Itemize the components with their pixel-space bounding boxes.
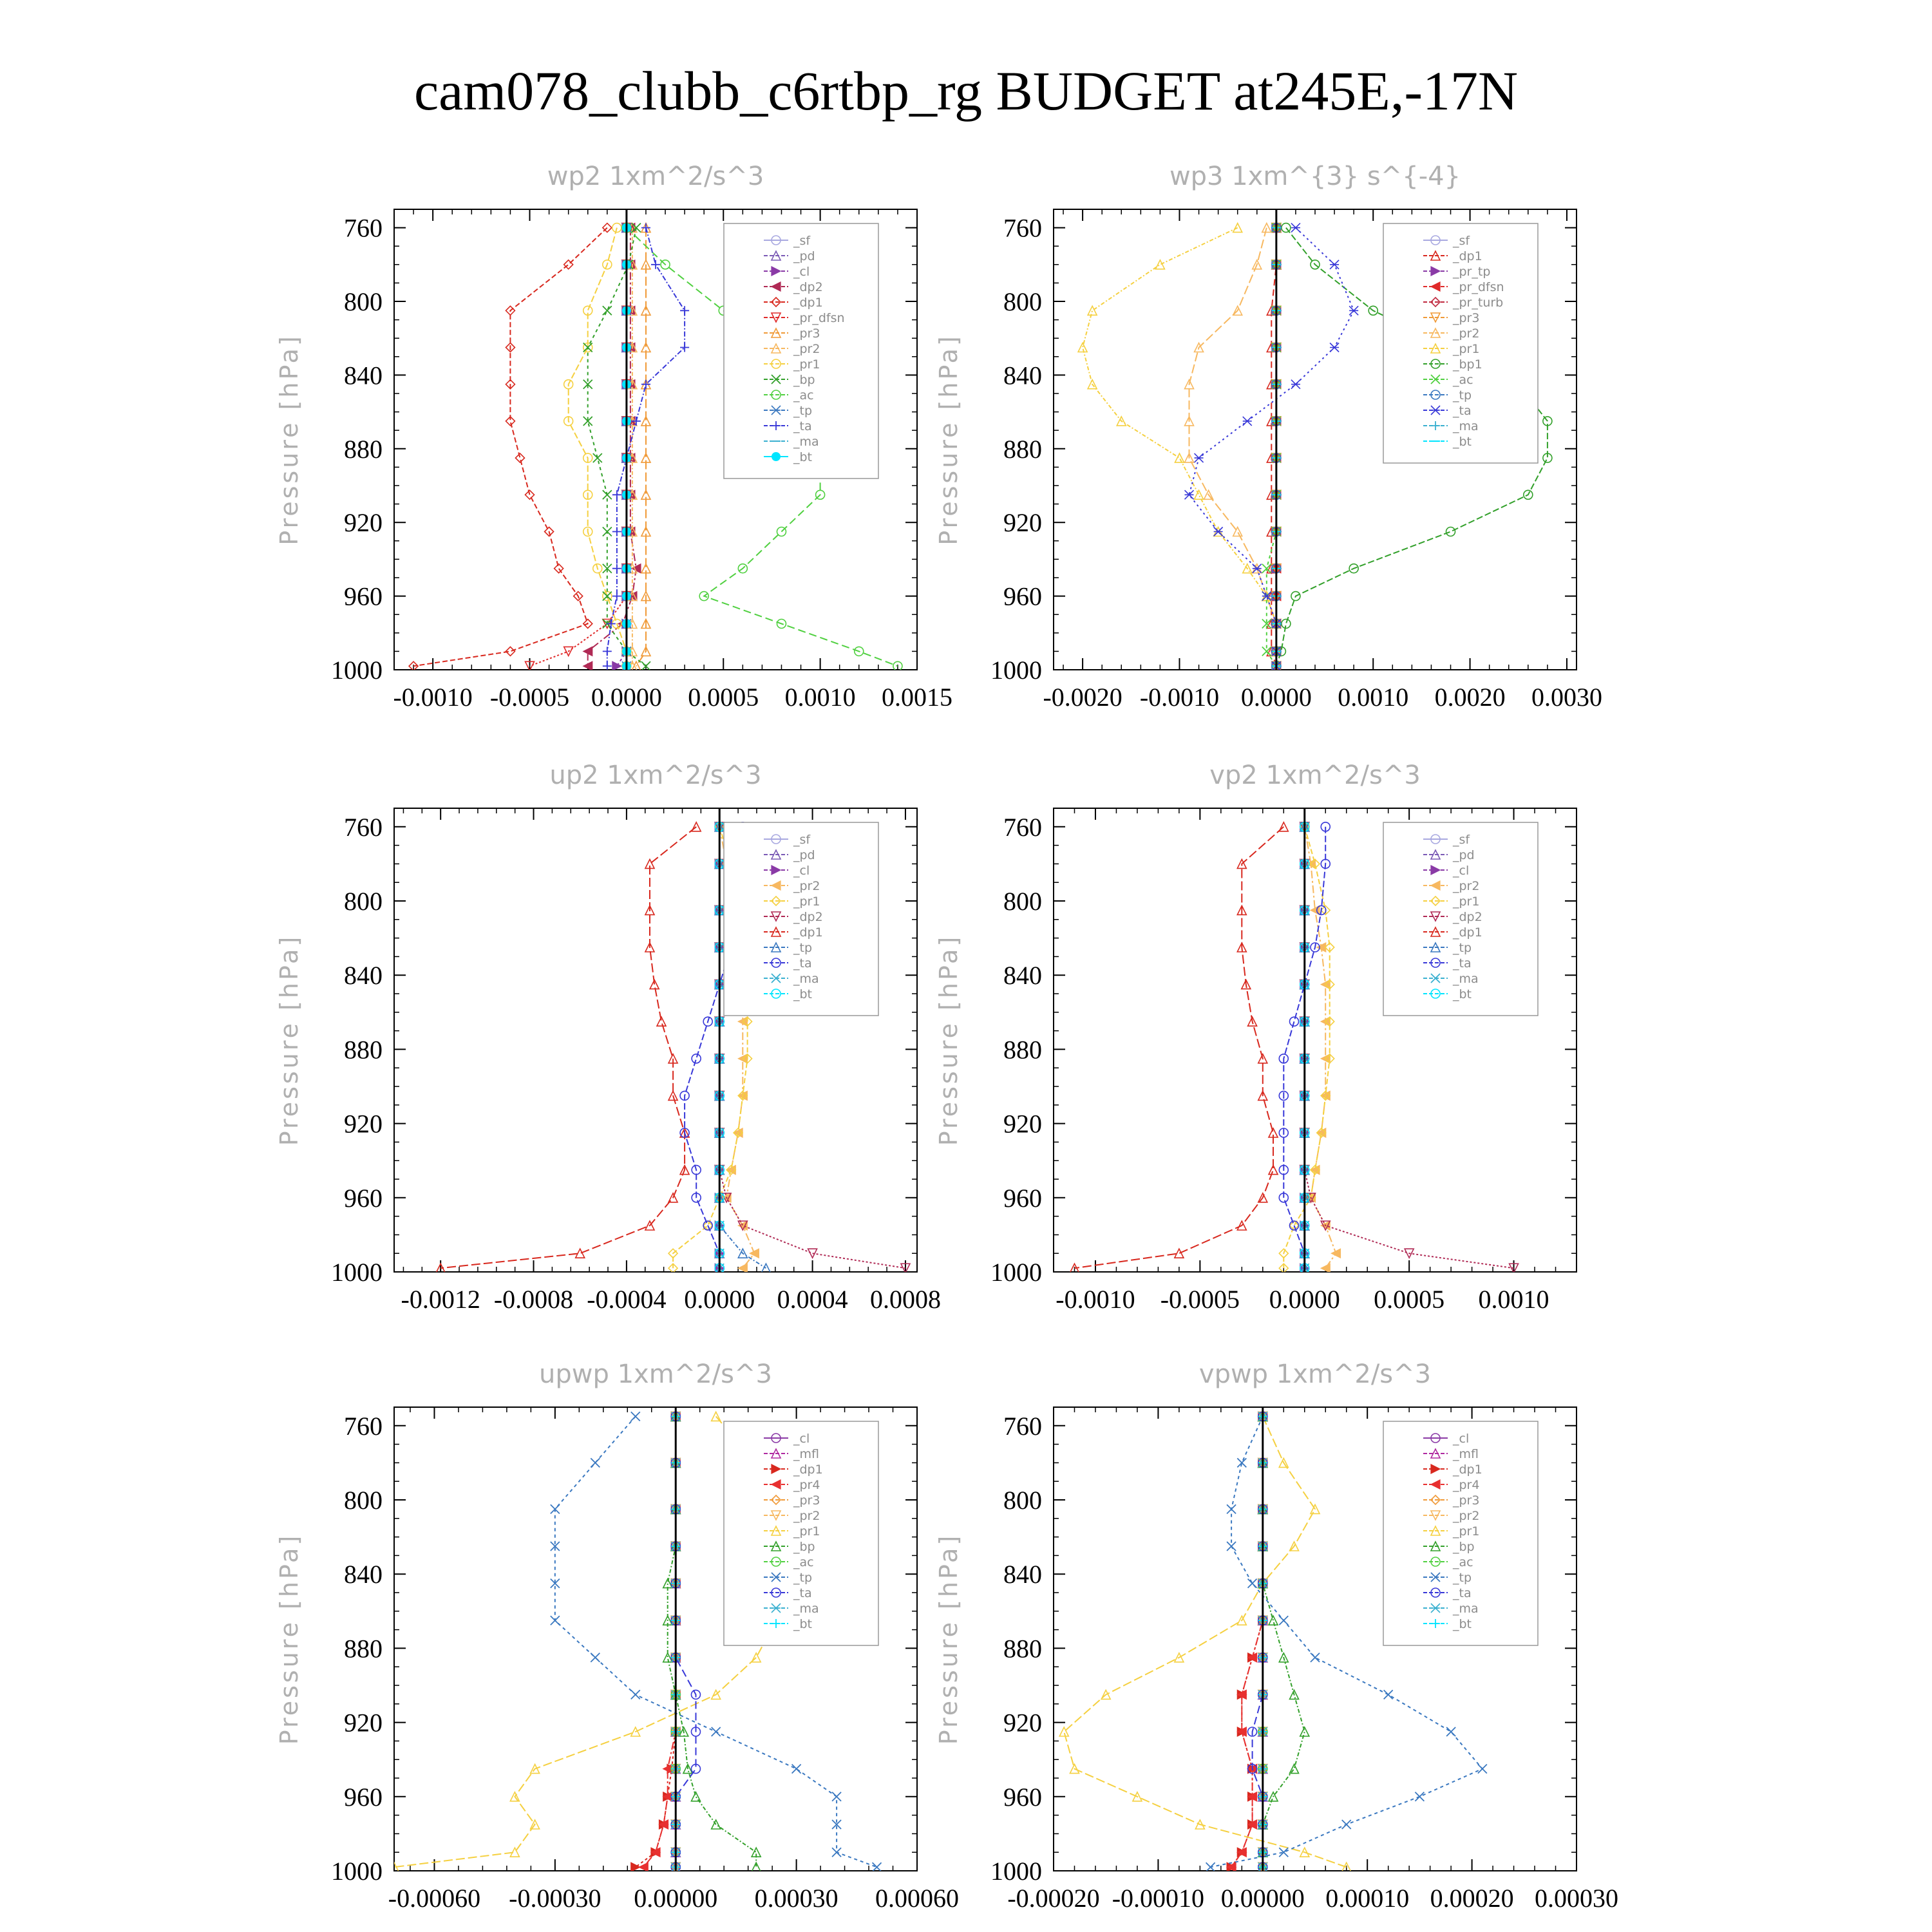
data-point: [612, 527, 621, 536]
data-point: [641, 223, 650, 232]
data-point: [1253, 564, 1262, 573]
y-tick-label: 840: [344, 961, 383, 990]
y-tick-label: 800: [1003, 287, 1042, 316]
legend-label: _pr2: [793, 342, 820, 356]
x-tick-label: 0.0005: [688, 683, 759, 712]
legend-label: _pr3: [1453, 311, 1480, 325]
data-point: [631, 1412, 640, 1421]
legend-label: _dp2: [793, 280, 823, 294]
data-point: [832, 1848, 841, 1857]
y-tick-label: 760: [1003, 1411, 1042, 1441]
x-tick-label: 0.00020: [1430, 1884, 1514, 1913]
y-tick-label: 840: [1003, 361, 1042, 390]
x-tick-label: -0.00010: [1112, 1884, 1205, 1913]
y-tick-label: 1000: [331, 656, 383, 685]
legend-label: _dp2: [1453, 910, 1482, 924]
legend: [724, 223, 878, 478]
x-tick-label: -0.00060: [388, 1884, 481, 1913]
series-dp1: [631, 1412, 680, 1871]
data-point: [1290, 1221, 1299, 1230]
y-axis-label: Pressure [hPa]: [934, 1533, 963, 1745]
legend-label: _ma: [1453, 419, 1479, 433]
series-bp: [1258, 1412, 1309, 1871]
data-point: [1195, 490, 1204, 499]
series-line: [1083, 228, 1276, 667]
legend-label: _ac: [1453, 373, 1473, 387]
series-pr4: [1227, 1412, 1267, 1871]
legend: [1383, 223, 1538, 463]
data-point: [1227, 1542, 1236, 1551]
x-tick-label: -0.0005: [1160, 1285, 1240, 1314]
x-tick-label: 0.0008: [869, 1285, 941, 1314]
chart-panel-3: [934, 761, 1577, 1314]
data-point: [1227, 1504, 1236, 1513]
y-tick-label: 1000: [990, 656, 1042, 685]
data-point: [1078, 343, 1087, 352]
legend-label: _bp: [1453, 1540, 1475, 1554]
data-point: [1311, 1653, 1320, 1662]
y-axis-label: Pressure [hPa]: [275, 334, 303, 545]
legend-label: _cl: [793, 265, 810, 279]
data-point: [792, 1765, 801, 1774]
legend-label: _dp1: [1453, 925, 1482, 940]
legend-marker: [772, 452, 781, 461]
series-line: [1231, 1416, 1263, 1867]
y-tick-label: 920: [344, 508, 383, 538]
legend-label: _dp1: [793, 296, 823, 310]
data-point: [692, 1054, 701, 1063]
x-tick-label: 0.0010: [1478, 1285, 1549, 1314]
chart-panel-4: [275, 1359, 959, 1913]
data-point: [808, 1249, 817, 1258]
panel-title: upwp 1xm^2/s^3: [539, 1359, 772, 1389]
legend-label: _pr_dfsn: [793, 311, 845, 325]
legend-label: _bt: [793, 987, 813, 1001]
y-tick-label: 1000: [990, 1857, 1042, 1886]
legend-label: _dp1: [793, 1463, 823, 1477]
legend-label: _pr1: [793, 895, 820, 909]
x-tick-label: 0.0010: [1338, 683, 1409, 712]
data-point: [1279, 1616, 1288, 1625]
legend-label: _pd: [793, 249, 815, 263]
x-tick-label: 0.00010: [1325, 1884, 1410, 1913]
legend-label: _bt: [1453, 987, 1472, 1001]
x-tick-label: -0.00020: [1007, 1884, 1100, 1913]
legend-label: _ac: [793, 388, 814, 402]
legend-label: _pr2: [1453, 879, 1480, 893]
legend-label: _pd: [1453, 848, 1475, 862]
x-tick-label: -0.0005: [489, 683, 570, 712]
y-tick-label: 800: [1003, 1486, 1042, 1515]
legend-label: _tp: [1453, 388, 1472, 402]
legend-label: _cl: [793, 1432, 810, 1446]
data-point: [1415, 1792, 1424, 1801]
x-tick-label: 0.0015: [882, 683, 952, 712]
x-tick-label: -0.0010: [393, 683, 473, 712]
data-point: [1446, 527, 1455, 536]
data-point: [1088, 306, 1097, 315]
y-axis-label: Pressure [hPa]: [934, 334, 963, 545]
series-pr1: [1059, 1412, 1350, 1871]
y-tick-label: 760: [344, 812, 383, 842]
data-point: [1233, 223, 1242, 232]
data-point: [1349, 306, 1358, 315]
data-point: [1262, 223, 1271, 232]
y-tick-label: 800: [344, 1486, 383, 1515]
x-tick-label: 0.0000: [1240, 683, 1312, 712]
legend-label: _pr_dfsn: [1453, 280, 1504, 294]
data-point: [712, 1727, 721, 1736]
y-tick-label: 960: [1003, 1782, 1042, 1812]
legend-label: _pr_tp: [1453, 265, 1491, 279]
legend-label: _cl: [793, 864, 810, 878]
data-point: [603, 647, 612, 656]
chart-panel-5: [934, 1359, 1618, 1913]
series-line: [1064, 1416, 1347, 1867]
data-point: [691, 1792, 700, 1801]
series-line: [440, 827, 696, 1268]
y-axis-label: Pressure [hPa]: [275, 934, 303, 1146]
legend-label: _tp: [793, 1571, 813, 1585]
data-point: [1243, 417, 1252, 426]
data-point: [651, 260, 660, 269]
data-point: [1331, 1249, 1340, 1258]
data-point: [1342, 1820, 1351, 1829]
panel-title: wp3 1xm^{3} s^{-4}: [1169, 162, 1461, 191]
data-point: [1290, 1017, 1299, 1026]
data-point: [680, 306, 689, 315]
legend-label: _pr1: [1453, 342, 1480, 356]
data-point: [1300, 1727, 1309, 1736]
y-tick-label: 840: [1003, 961, 1042, 990]
data-point: [1185, 490, 1194, 499]
legend-label: _tp: [1453, 1571, 1472, 1585]
y-tick-label: 920: [1003, 1708, 1042, 1738]
y-tick-label: 880: [344, 1035, 383, 1065]
legend-label: _ta: [1453, 1586, 1472, 1600]
x-tick-label: 0.00030: [754, 1884, 838, 1913]
x-tick-label: 0.0000: [591, 683, 662, 712]
data-point: [603, 490, 612, 499]
y-axis-label: Pressure [hPa]: [934, 934, 963, 1146]
legend-label: _pr4: [793, 1478, 820, 1492]
data-point: [1175, 453, 1184, 462]
legend-label: _pr3: [793, 327, 820, 341]
y-tick-label: 760: [344, 1411, 383, 1441]
y-tick-label: 880: [344, 434, 383, 464]
legend-label: _cl: [1453, 864, 1470, 878]
legend-label: _pr1: [793, 357, 820, 372]
x-tick-label: 0.0010: [784, 683, 856, 712]
legend-label: _cl: [1453, 1432, 1470, 1446]
legend-label: _ma: [1453, 972, 1479, 986]
series-dp1: [1070, 822, 1288, 1273]
data-point: [1248, 1579, 1257, 1588]
series-pr3: [632, 223, 650, 671]
y-tick-label: 760: [344, 213, 383, 243]
x-tick-label: -0.0010: [1056, 1285, 1135, 1314]
y-tick-label: 960: [1003, 582, 1042, 611]
y-tick-label: 960: [1003, 1183, 1042, 1213]
y-tick-label: 920: [1003, 1109, 1042, 1139]
panel-title: up2 1xm^2/s^3: [549, 761, 762, 790]
legend-label: _sf: [1453, 833, 1470, 847]
legend-label: _ac: [793, 1555, 814, 1569]
x-tick-label: 0.0004: [777, 1285, 848, 1314]
y-tick-label: 840: [344, 1560, 383, 1589]
y-tick-label: 1000: [331, 1258, 383, 1287]
x-tick-label: -0.0010: [1139, 683, 1220, 712]
x-tick-label: 0.0020: [1434, 683, 1506, 712]
data-point: [1262, 592, 1271, 601]
series-dp1: [436, 822, 701, 1273]
panel-title: vp2 1xm^2/s^3: [1209, 761, 1421, 790]
data-point: [1291, 223, 1300, 232]
y-tick-label: 1000: [331, 1857, 383, 1886]
series-line: [1075, 827, 1284, 1268]
legend-label: _mfl: [793, 1447, 819, 1461]
legend-label: _sf: [1453, 234, 1470, 248]
y-tick-label: 960: [344, 1782, 383, 1812]
data-point: [1330, 343, 1339, 352]
y-axis-label: Pressure [hPa]: [275, 1533, 303, 1745]
series-bp: [583, 223, 650, 671]
x-tick-label: 0.00000: [634, 1884, 718, 1913]
panel-title: wp2 1xm^2/s^3: [547, 162, 764, 191]
data-point: [1291, 380, 1300, 389]
y-tick-label: 920: [344, 1109, 383, 1139]
series-pr1: [564, 223, 631, 671]
series-pr4: [639, 1412, 680, 1871]
chart-panel-1: [934, 162, 1602, 712]
data-point: [515, 453, 524, 462]
y-tick-label: 800: [344, 287, 383, 316]
data-point: [612, 490, 621, 499]
data-point: [1330, 260, 1339, 269]
series-line: [1231, 1416, 1263, 1867]
legend-label: _dp2: [793, 910, 823, 924]
y-tick-label: 760: [1003, 812, 1042, 842]
series-dp1: [409, 223, 612, 671]
data-point: [551, 1504, 560, 1513]
y-tick-label: 880: [1003, 1634, 1042, 1663]
legend-label: _bp1: [1453, 357, 1482, 372]
panel-title: vpwp 1xm^2/s^3: [1198, 1359, 1432, 1389]
legend-label: _pd: [793, 848, 815, 862]
figure-title: cam078_clubb_c6rtbp_rg BUDGET at245E,-17N: [413, 60, 1519, 122]
legend-label: _ta: [1453, 404, 1472, 418]
data-point: [1214, 527, 1223, 536]
legend-label: _sf: [793, 833, 811, 847]
y-tick-label: 880: [1003, 434, 1042, 464]
data-point: [526, 490, 535, 499]
x-tick-label: -0.0012: [401, 1285, 480, 1314]
legend-label: _pr3: [1453, 1493, 1480, 1508]
x-tick-label: 0.0000: [684, 1285, 755, 1314]
legend-label: _ma: [793, 972, 819, 986]
legend-label: _ma: [1453, 1602, 1479, 1616]
legend-label: _bt: [1453, 435, 1472, 449]
legend-label: _pr1: [1453, 895, 1480, 909]
y-tick-label: 800: [1003, 887, 1042, 916]
legend-label: _pr4: [1453, 1478, 1480, 1492]
legend-label: _ta: [1453, 956, 1472, 971]
legend-label: _pr1: [793, 1524, 820, 1539]
legend-label: _tp: [1453, 941, 1472, 955]
legend-label: _bp: [793, 373, 815, 387]
data-point: [1269, 1616, 1278, 1625]
legend-label: _pr3: [793, 1493, 820, 1508]
series-ta: [1248, 1412, 1267, 1871]
y-tick-label: 880: [1003, 1035, 1042, 1065]
y-tick-label: 960: [344, 582, 383, 611]
data-point: [603, 592, 612, 601]
data-point: [1384, 1690, 1393, 1699]
legend-label: _sf: [793, 234, 811, 248]
legend-label: _pr1: [1453, 1524, 1480, 1539]
y-tick-label: 880: [344, 1634, 383, 1663]
y-tick-label: 1000: [990, 1258, 1042, 1287]
data-point: [554, 564, 564, 573]
data-point: [738, 1221, 747, 1230]
data-point: [631, 1690, 640, 1699]
legend-label: _bt: [793, 1617, 813, 1631]
legend-label: _dp1: [793, 925, 823, 940]
x-tick-label: 0.0005: [1374, 1285, 1445, 1314]
y-tick-label: 760: [1003, 213, 1042, 243]
data-point: [1195, 453, 1204, 462]
legend: [1383, 1421, 1538, 1645]
y-tick-label: 840: [344, 361, 383, 390]
x-tick-label: -0.00030: [509, 1884, 601, 1913]
data-point: [612, 592, 621, 601]
legend-label: _pr2: [1453, 1509, 1480, 1523]
data-point: [603, 527, 612, 536]
data-point: [591, 1458, 600, 1467]
x-tick-label: 0.00030: [1535, 1884, 1618, 1913]
legend-label: _ma: [793, 435, 819, 449]
legend-label: _ma: [793, 1602, 819, 1616]
legend: [724, 822, 878, 1016]
data-point: [1478, 1765, 1487, 1774]
data-point: [1282, 223, 1291, 232]
legend-label: _tp: [793, 404, 813, 418]
legend: [724, 1421, 878, 1645]
chart-panel-2: [275, 761, 941, 1314]
legend-label: _bt: [1453, 1617, 1472, 1631]
legend-label: _pr2: [1453, 327, 1480, 341]
x-tick-label: 0.0000: [1269, 1285, 1340, 1314]
legend-label: _pr_turb: [1453, 296, 1504, 310]
series-pr1: [1078, 223, 1281, 671]
legend-label: _mfl: [1453, 1447, 1479, 1461]
data-point: [603, 306, 612, 315]
legend-label: _dp1: [1453, 249, 1482, 263]
x-tick-label: 0.00000: [1220, 1884, 1305, 1913]
data-point: [1446, 1727, 1455, 1736]
series-pr2: [1185, 223, 1281, 671]
x-tick-label: -0.0004: [587, 1285, 667, 1314]
x-tick-label: -0.0008: [493, 1285, 574, 1314]
data-point: [612, 564, 621, 573]
data-point: [551, 1616, 560, 1625]
x-tick-label: 0.0030: [1531, 683, 1602, 712]
chart-panel-0: [275, 162, 952, 712]
data-point: [591, 1653, 600, 1662]
y-tick-label: 840: [1003, 1560, 1042, 1589]
data-point: [593, 453, 602, 462]
legend-label: _ta: [793, 956, 812, 971]
data-point: [832, 1792, 841, 1801]
legend-label: _ta: [793, 419, 812, 433]
legend-label: _ta: [793, 1586, 812, 1600]
data-point: [680, 343, 689, 352]
legend-label: _dp1: [1453, 1463, 1482, 1477]
x-tick-label: 0.00060: [875, 1884, 959, 1913]
legend-label: _bt: [793, 450, 813, 464]
legend-label: _tp: [793, 941, 813, 955]
data-point: [1237, 1458, 1246, 1467]
data-point: [1155, 260, 1164, 269]
legend-label: _pr2: [793, 1509, 820, 1523]
y-tick-label: 920: [1003, 508, 1042, 538]
y-tick-label: 920: [344, 1708, 383, 1738]
x-tick-label: -0.0020: [1043, 683, 1122, 712]
legend-label: _bp: [793, 1540, 815, 1554]
legend: [1383, 822, 1538, 1016]
legend-label: _ac: [1453, 1555, 1473, 1569]
y-tick-label: 800: [344, 887, 383, 916]
y-tick-label: 960: [344, 1183, 383, 1213]
legend-label: _pr2: [793, 879, 820, 893]
series-dp1: [1227, 1412, 1267, 1871]
